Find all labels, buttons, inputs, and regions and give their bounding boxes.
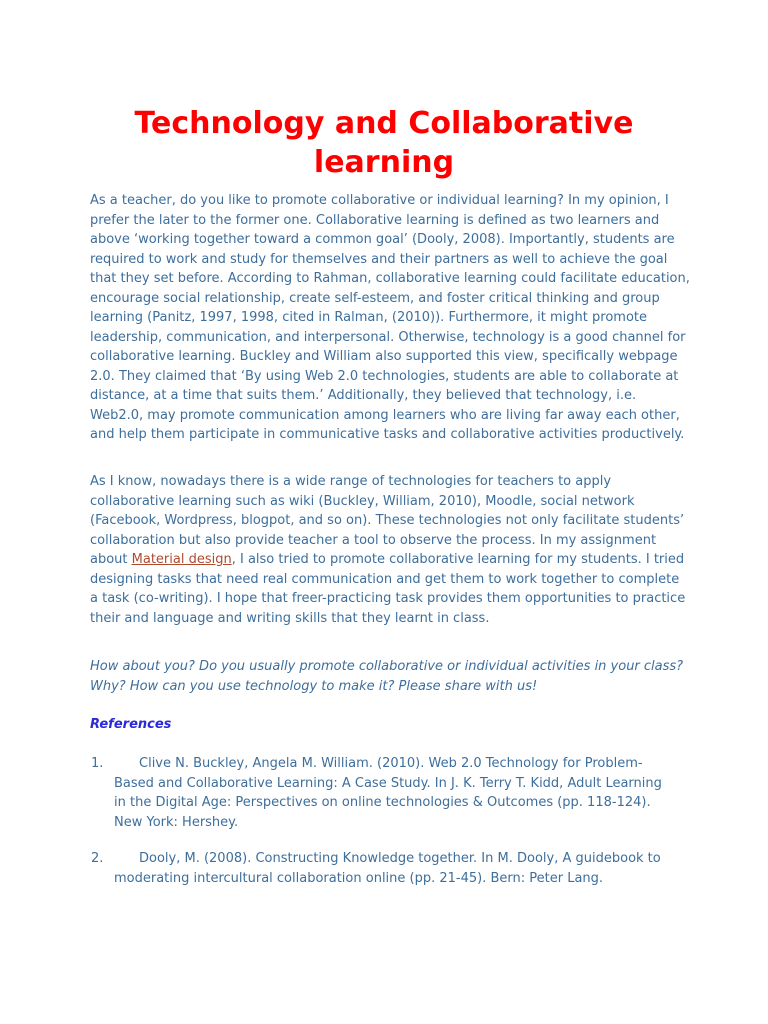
- reference-number: 1.: [91, 756, 104, 771]
- reference-text: Clive N. Buckley, Angela M. William. (2010). Web 2.0 Technology for Problem-Based and Collaborative Learning: A Case Study. In J. K. Terry T. Kidd, Adult Learning in the Digital Age: Perspectives on online technologies & Outcomes (pp. 118-124). New York: Hershey.: [114, 756, 662, 830]
- references-heading: References: [90, 717, 172, 732]
- paragraph-technologies-text-after: , I also tried to promote collaborative learning for my students. I tried designing tasks that need real communication and get them to work together to complete a task (co-writing). I hope that freer-practicing task provides them opportunities to practice their and language and writing skills that they learnt in class.: [90, 552, 686, 626]
- reference-number: 2.: [91, 851, 104, 866]
- page-title: Technology and Collaborative learning: [134, 106, 634, 180]
- paragraph-technologies: [90, 472, 690, 628]
- paragraph-intro: As a teacher, do you like to promote collaborative or individual learning? In my opinion, I prefer the later to the former one. Collaborative learning is defined as two learners and above ‘working together toward a common goal’ (Dooly, 2008). Importantly, students are required to work and study for themselves and their partners as well to achieve the goal that they set before. According to Rahman, collaborative learning could facilitate education, encourage social relationship, create self-esteem, and foster critical thinking and group learning (Panitz, 1997, 1998, cited in Ralman, (2010)). Furthermore, it might promote leadership, communication, and interpersonal. Otherwise, technology is a good channel for collaborative learning. Buckley and William also supported this view, specifically webpage 2.0. They claimed that ‘By using Web 2.0 technologies, students are able to collaborate at distance, at a time that suits them.’ Additionally, they believed that technology, i.e. Web2.0, may promote communication among learners who are living far away each other, and help them participate in communicative tasks and collaborative activities productively.: [90, 193, 690, 442]
- paragraph-technologies-text-before: As I know, nowadays there is a wide range of technologies for teachers to apply collaborative learning such as wiki (Buckley, William, 2010), Moodle, social network (Facebook, Wordpress, blogpot, and so on). These technologies not only facilitate students’ collaboration but also provide teacher a tool to observe the process. In my assignment about: [90, 474, 685, 567]
- paragraph-question: How about you? Do you usually promote collaborative or individual activities in your class? Why? How can you use technology to make it? Please share with us!: [90, 659, 684, 694]
- material-design-link[interactable]: Material design: [131, 552, 232, 567]
- reference-text: Dooly, M. (2008). Constructing Knowledge together. In M. Dooly, A guidebook to moderating intercultural collaboration online (pp. 21-45). Bern: Peter Lang.: [114, 851, 661, 886]
